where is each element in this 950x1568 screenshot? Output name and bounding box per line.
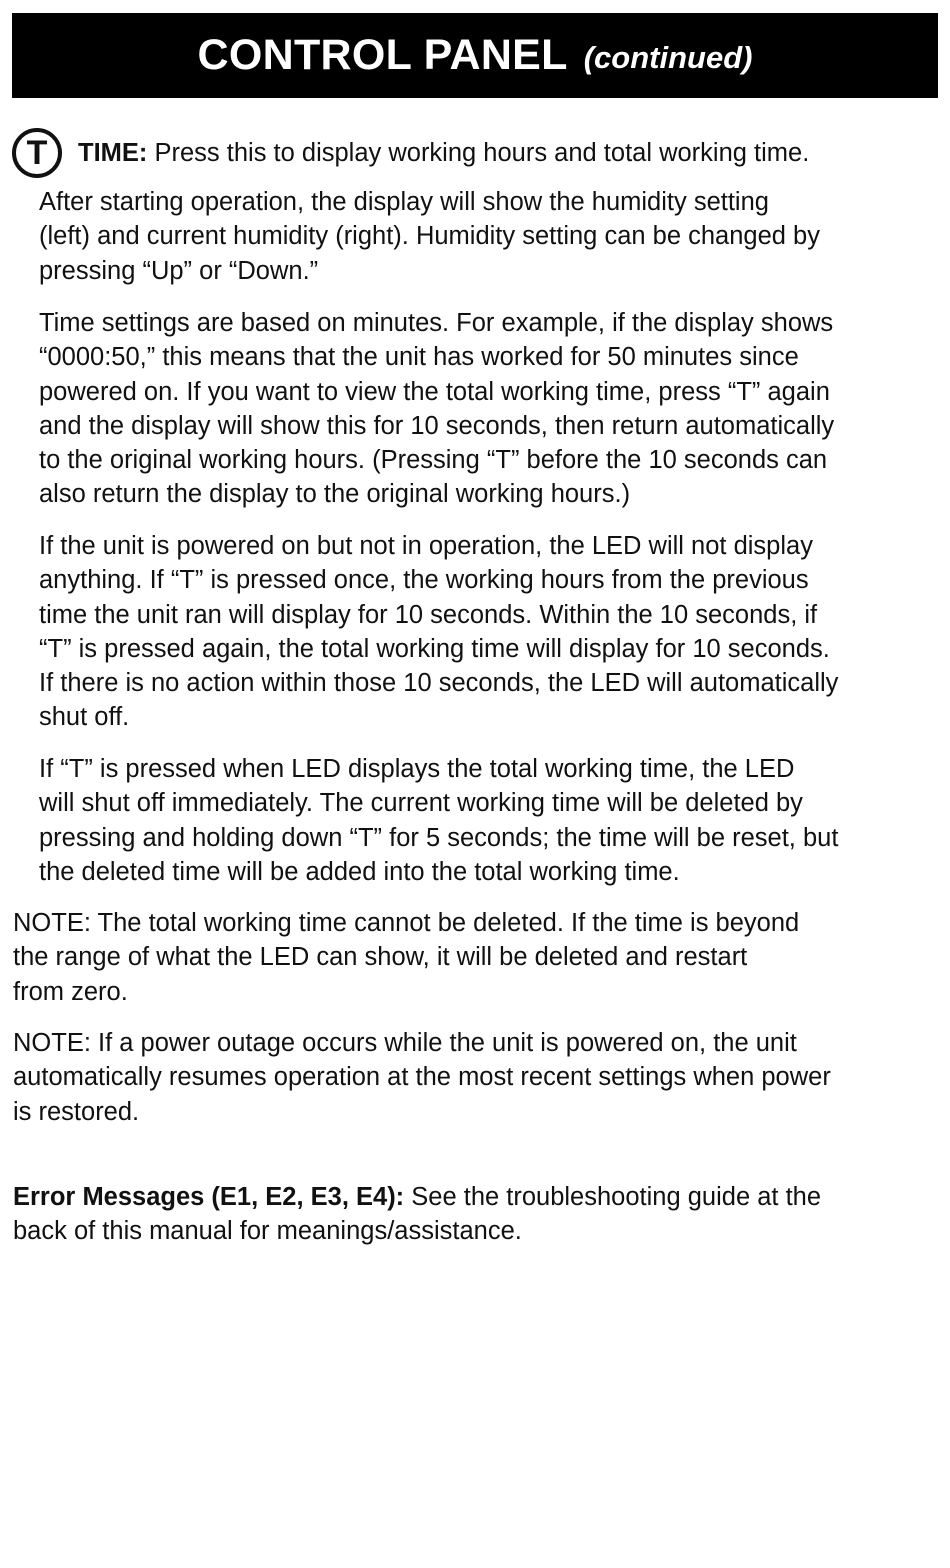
paragraph-line: “0000:50,” this means that the unit has worked for 50 minutes since xyxy=(39,343,799,372)
error-line-1 xyxy=(13,1180,943,1214)
paragraph-line: anything. If “T” is pressed once, the working hours from the previous xyxy=(39,566,809,595)
error-messages-label: Error Messages (E1, E2, E3, E4): xyxy=(13,1183,405,1211)
paragraph-line: the deleted time will be added into the total working time. xyxy=(39,857,680,886)
paragraph-line: pressing “Up” or “Down.” xyxy=(39,256,319,285)
header-title: CONTROL PANEL xyxy=(197,31,568,79)
note-line: NOTE: If a power outage occurs while the unit is powered on, the unit xyxy=(13,1029,797,1057)
time-paragraph-humidity xyxy=(39,185,944,288)
note-power-outage xyxy=(13,1026,943,1129)
paragraph-line: “T” is pressed again, the total working time will display for 10 seconds. xyxy=(39,634,830,663)
time-paragraph-reset xyxy=(39,752,944,889)
paragraph-line: time the unit ran will display for 10 seconds. Within the 10 seconds, if xyxy=(39,600,818,629)
time-label: TIME: xyxy=(78,138,148,167)
error-messages-section xyxy=(13,1180,943,1249)
time-heading-text xyxy=(78,139,809,168)
paragraph-line: (left) and current humidity (right). Humidity setting can be changed by xyxy=(39,222,820,251)
paragraph-line: If “T” is pressed when LED displays the total working time, the LED xyxy=(39,755,795,783)
note-line: the range of what the LED can show, it will be deleted and restart xyxy=(13,943,748,972)
header-subtitle: (continued) xyxy=(583,39,753,75)
paragraph-line: pressing and holding down “T” for 5 seconds; the time will be reset, but xyxy=(39,823,839,852)
time-paragraph-not-in-operation xyxy=(39,529,944,735)
note-line: NOTE: The total working time cannot be deleted. If the time is beyond xyxy=(13,909,800,937)
paragraph-line: powered on. If you want to view the total working time, press “T” again xyxy=(39,377,830,406)
t-button-icon: T xyxy=(12,128,62,178)
page-header xyxy=(12,13,938,98)
note-line: from zero. xyxy=(13,977,128,1006)
paragraph-line: Time settings are based on minutes. For example, if the display shows xyxy=(39,309,834,337)
paragraph-line: If there is no action within those 10 seconds, the LED will automatically xyxy=(39,669,839,698)
time-paragraph-minutes xyxy=(39,306,944,512)
paragraph-line: will shut off immediately. The current working time will be deleted by xyxy=(39,789,803,818)
paragraph-line: and the display will show this for 10 seconds, then return automatically xyxy=(39,411,835,440)
paragraph-line: After starting operation, the display will show the humidity setting xyxy=(39,188,769,216)
paragraph-line: shut off. xyxy=(39,703,130,732)
time-heading-row xyxy=(12,128,942,178)
paragraph-line: also return the display to the original working hours.) xyxy=(39,480,631,509)
note-line: automatically resumes operation at the most recent settings when power xyxy=(13,1063,831,1092)
time-description: Press this to display working hours and total working time. xyxy=(154,138,810,167)
note-line: is restored. xyxy=(13,1097,140,1126)
paragraph-line: If the unit is powered on but not in operation, the LED will not display xyxy=(39,532,813,560)
error-line-2: back of this manual for meanings/assistance. xyxy=(13,1217,522,1246)
paragraph-line: to the original working hours. (Pressing “T” before the 10 seconds can xyxy=(39,446,828,475)
error-messages-text: See the troubleshooting guide at the xyxy=(411,1183,822,1211)
note-total-time xyxy=(13,906,943,1009)
